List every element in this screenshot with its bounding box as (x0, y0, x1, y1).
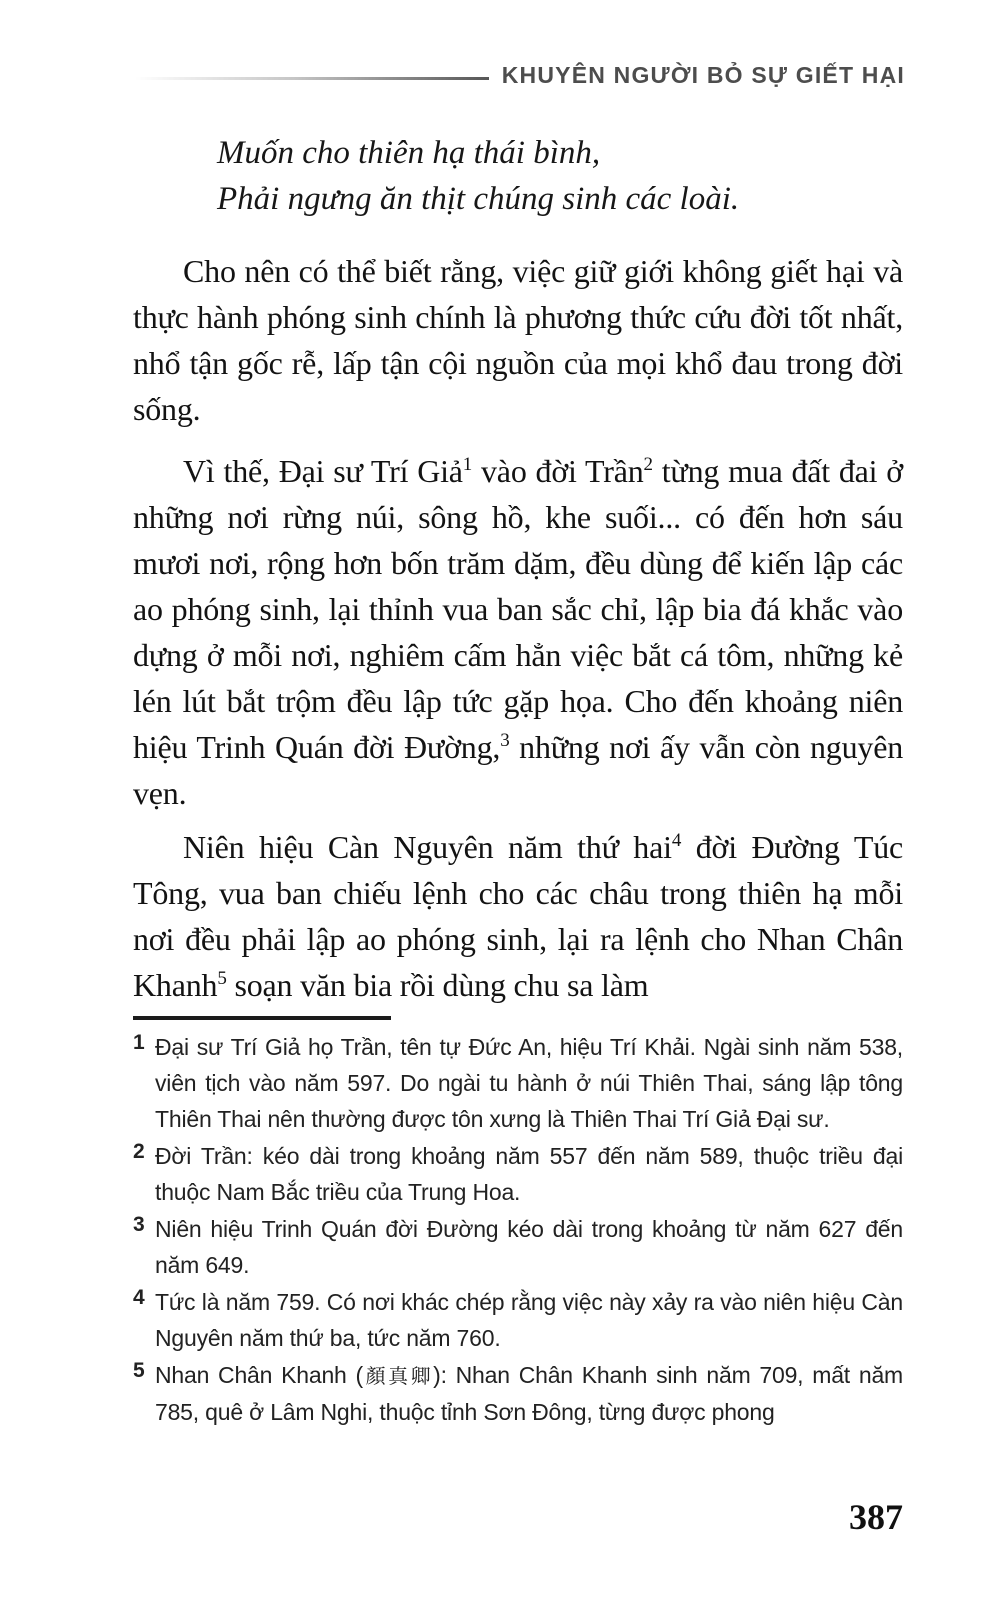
footnote-marker: 4 (671, 830, 682, 851)
verse-block (217, 130, 903, 222)
text-segment: đời Đường Túc Tông, vua ban chiếu lệnh cho các châu trong thiên hạ mỗi nơi đều phải lập ao phóng sinh, lại ra lệnh cho Nhan Chân Khanh (133, 829, 903, 1003)
paragraph (133, 248, 903, 432)
footnote-text (155, 1289, 903, 1351)
footnote-marker: 5 (217, 968, 227, 989)
text-segment: Tức là năm 759. Có nơi khác chép rằng việc này xảy ra vào niên hiệu Càn Nguyên năm thứ ba, tức năm 760. (155, 1289, 903, 1351)
footnote-text (155, 1143, 903, 1205)
page-number: 387 (849, 1497, 903, 1537)
footnote-text (155, 1362, 903, 1425)
paragraph (133, 448, 903, 816)
text-column (133, 0, 903, 1430)
footnote-number: 4 (133, 1286, 145, 1309)
verse-line: Muốn cho thiên hạ thái bình, (217, 135, 601, 171)
text-segment: soạn văn bia rồi dùng chu sa làm (226, 967, 649, 1003)
footnote (133, 1138, 903, 1210)
text-segment: Đại sư Trí Giả họ Trần, tên tự Đức An, hiệu Trí Khải. Ngài sinh năm 538, viên tịch vào năm 597. Do ngài tu hành ở núi Thiên Thai, sáng lập tông Thiên Thai nên thường được tôn xưng là Thiên Thai Trí Giả Đại sư. (155, 1034, 903, 1132)
text-segment: Nhan Chân Khanh ( (155, 1362, 363, 1388)
footnote-marker: 3 (500, 730, 510, 751)
footnote-text (155, 1034, 903, 1132)
text-segment: những nơi ấy vẫn còn nguyên vẹn. (133, 729, 903, 811)
text-segment: từng mua đất đai ở những nơi rừng núi, sông hồ, khe suối... có đến hơn sáu mươi nơi, rộng hơn bốn trăm dặm, đều dùng để kiến lập các ao phóng sinh, lại thỉnh vua ban sắc chỉ, lập bia đá khắc vào dựng ở mỗi nơi, nghiêm cấm hẳn việc bắt cá tôm, những kẻ lén lút bắt trộm đều lập tức gặp họa. Cho đến khoảng niên hiệu Trinh Quán đời Đường, (133, 453, 903, 765)
footnote-marker: 1 (462, 454, 473, 475)
footnote (133, 1029, 903, 1137)
body-paragraphs (133, 248, 903, 1008)
footnote-number: 5 (133, 1359, 145, 1382)
text-segment: Niên hiệu Trinh Quán đời Đường kéo dài trong khoảng từ năm 627 đến năm 649. (155, 1216, 903, 1278)
paragraph (133, 824, 903, 1008)
verse-line: Phải ngưng ăn thịt chúng sinh các loài. (217, 181, 740, 217)
text-segment: ): Nhan Chân Khanh sinh năm 709, mất năm 785, quê ở Lâm Nghi, thuộc tỉnh Sơn Đông, từng được phong (155, 1362, 904, 1425)
text-segment: Vì thế, Đại sư Trí Giả (183, 453, 463, 489)
text-segment: Cho nên có thể biết rằng, việc giữ giới không giết hại và thực hành phóng sinh chính là phương thức cứu đời tốt nhất, nhổ tận gốc rễ, lấp tận cội nguồn của mọi khổ đau trong đời sống. (133, 253, 903, 427)
text-segment: Đời Trần: kéo dài trong khoảng năm 557 đến năm 589, thuộc triều đại thuộc Nam Bắc triều của Trung Hoa. (155, 1143, 903, 1205)
footnote (133, 1284, 903, 1356)
footnote-number: 2 (133, 1140, 145, 1163)
footnote-area (133, 1016, 903, 1430)
footnote-number: 3 (133, 1213, 145, 1236)
footnote-separator (133, 1016, 391, 1020)
text-segment: vào đời Trần (472, 453, 644, 489)
header-title: KHUYÊN NGƯỜI BỎ SỰ GIẾT HẠI (501, 62, 905, 88)
footnote-number: 1 (133, 1031, 145, 1054)
footnote-marker: 2 (643, 454, 653, 475)
text-segment: Niên hiệu Càn Nguyên năm thứ hai (183, 829, 672, 865)
footnote (133, 1357, 903, 1430)
footnote (133, 1211, 903, 1283)
text-segment: 顏真卿 (362, 1364, 434, 1388)
footnote-text (155, 1216, 903, 1278)
